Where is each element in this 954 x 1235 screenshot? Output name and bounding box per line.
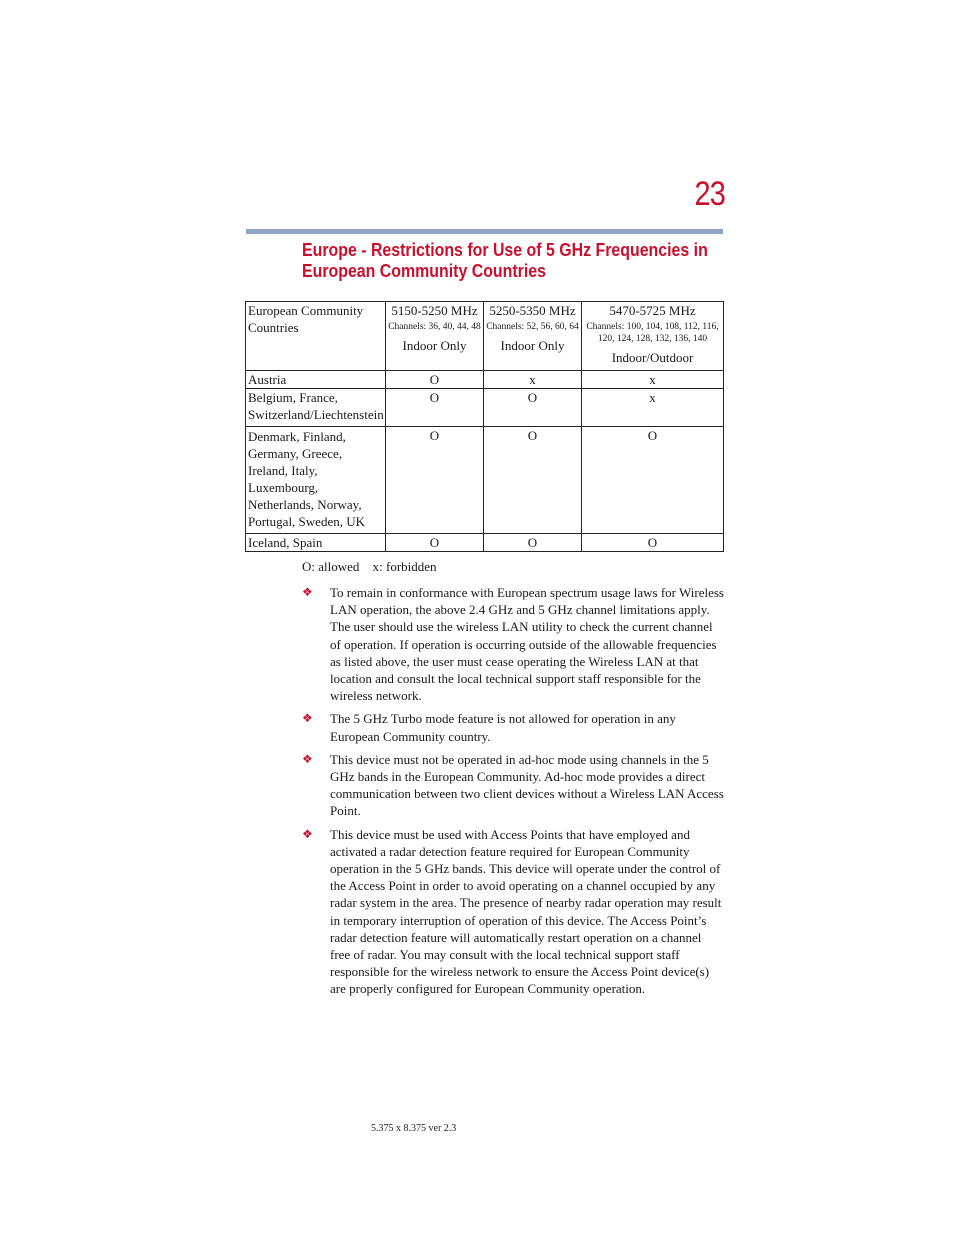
list-item <box>302 826 724 998</box>
table-row <box>246 389 724 427</box>
band-freq: 5150-5250 MHz <box>391 303 478 318</box>
value-cell: O <box>386 427 484 534</box>
band-location: Indoor Only <box>402 338 467 353</box>
page-number: 23 <box>694 175 725 213</box>
value-cell: x <box>582 389 724 427</box>
country-cell: Iceland, Spain <box>246 534 386 552</box>
value-cell: O <box>484 427 582 534</box>
band-location: Indoor/Outdoor <box>611 350 694 365</box>
band-freq: 5250-5350 MHz <box>489 303 576 318</box>
value-cell: O <box>582 534 724 552</box>
country-cell: Denmark, Finland, Germany, Greece, Ireland, Italy, Luxembourg, Netherlands, Norway, Portugal, Sweden, UK <box>246 427 386 534</box>
band-channels: Channels: 100, 104, 108, 112, 116, 120, 124, 128, 132, 136, 140 <box>586 322 719 344</box>
header-band-3 <box>582 302 724 371</box>
value-cell: O <box>386 371 484 389</box>
heading-line-2: European Community Countries <box>302 260 546 281</box>
list-item <box>302 751 724 820</box>
list-item <box>302 584 724 704</box>
list-item-text: The 5 GHz Turbo mode feature is not allowed for operation in any European Community country. <box>330 711 676 744</box>
value-cell: O <box>484 534 582 552</box>
value-cell: x <box>582 371 724 389</box>
value-cell: O <box>582 427 724 534</box>
header-band-1 <box>386 302 484 371</box>
page-footer: 5.375 x 8.375 ver 2.3 <box>371 1123 457 1134</box>
legend-forbidden: x: forbidden <box>372 559 437 574</box>
band-freq: 5470-5725 MHz <box>609 303 696 318</box>
list-item-text: To remain in conformance with European spectrum usage laws for Wireless LAN operation, the above 2.4 GHz and 5 GHz channel limitations apply. The user should use the wireless LAN utility to check the current channel of operation. If operation is occurring outside of the allowable frequencies as listed above, the user must cease operating the Wireless LAN at that location and consult the local technical support staff responsible for the wireless network. <box>330 585 724 704</box>
header-band-2 <box>484 302 582 371</box>
frequency-table <box>245 301 724 552</box>
list-item <box>302 710 724 744</box>
legend-allowed: O: allowed <box>302 559 360 574</box>
table-header-row <box>246 302 724 371</box>
heading-line-1: Europe - Restrictions for Use of 5 GHz Frequencies in <box>302 239 708 260</box>
diamond-bullet-icon: ❖ <box>302 711 313 726</box>
value-cell: x <box>484 371 582 389</box>
list-item-text: This device must be used with Access Points that have employed and activated a radar detection feature required for European Community operation in the 5 GHz bands. This device will operate under the control of the Access Point in order to avoid operating on a channel occupied by any radar system in the area. The presence of nearby radar operation may result in temporary interruption of operation of this device. The Access Point’s radar detection feature will automatically restart operation on a channel free of radar. You may consult with the local technical support staff responsible for the wireless network to ensure the Access Point device(s) are properly configured for European Community operation. <box>330 826 722 997</box>
value-cell: O <box>386 534 484 552</box>
table-row <box>246 534 724 552</box>
band-channels: Channels: 36, 40, 44, 48 <box>388 322 481 332</box>
band-channels: Channels: 52, 56, 60, 64 <box>486 322 579 332</box>
value-cell: O <box>386 389 484 427</box>
band-location: Indoor Only <box>500 338 565 353</box>
country-cell: Austria <box>246 371 386 389</box>
value-cell: O <box>484 389 582 427</box>
country-cell: Belgium, France, Switzerland/Liechtenstein <box>246 389 386 427</box>
table-row <box>246 371 724 389</box>
table-legend <box>302 559 447 575</box>
list-item-text: This device must not be operated in ad-hoc mode using channels in the 5 GHz bands in the European Community. Ad-hoc mode provides a direct communication between two client devices without a Wireless LAN Access Point. <box>330 751 724 819</box>
diamond-bullet-icon: ❖ <box>302 751 313 766</box>
notes-list <box>302 584 724 1004</box>
table-row <box>246 427 724 534</box>
header-rule <box>246 229 723 234</box>
section-heading <box>302 239 708 281</box>
diamond-bullet-icon: ❖ <box>302 826 313 841</box>
header-country: European Community Countries <box>246 302 386 371</box>
diamond-bullet-icon: ❖ <box>302 585 313 599</box>
